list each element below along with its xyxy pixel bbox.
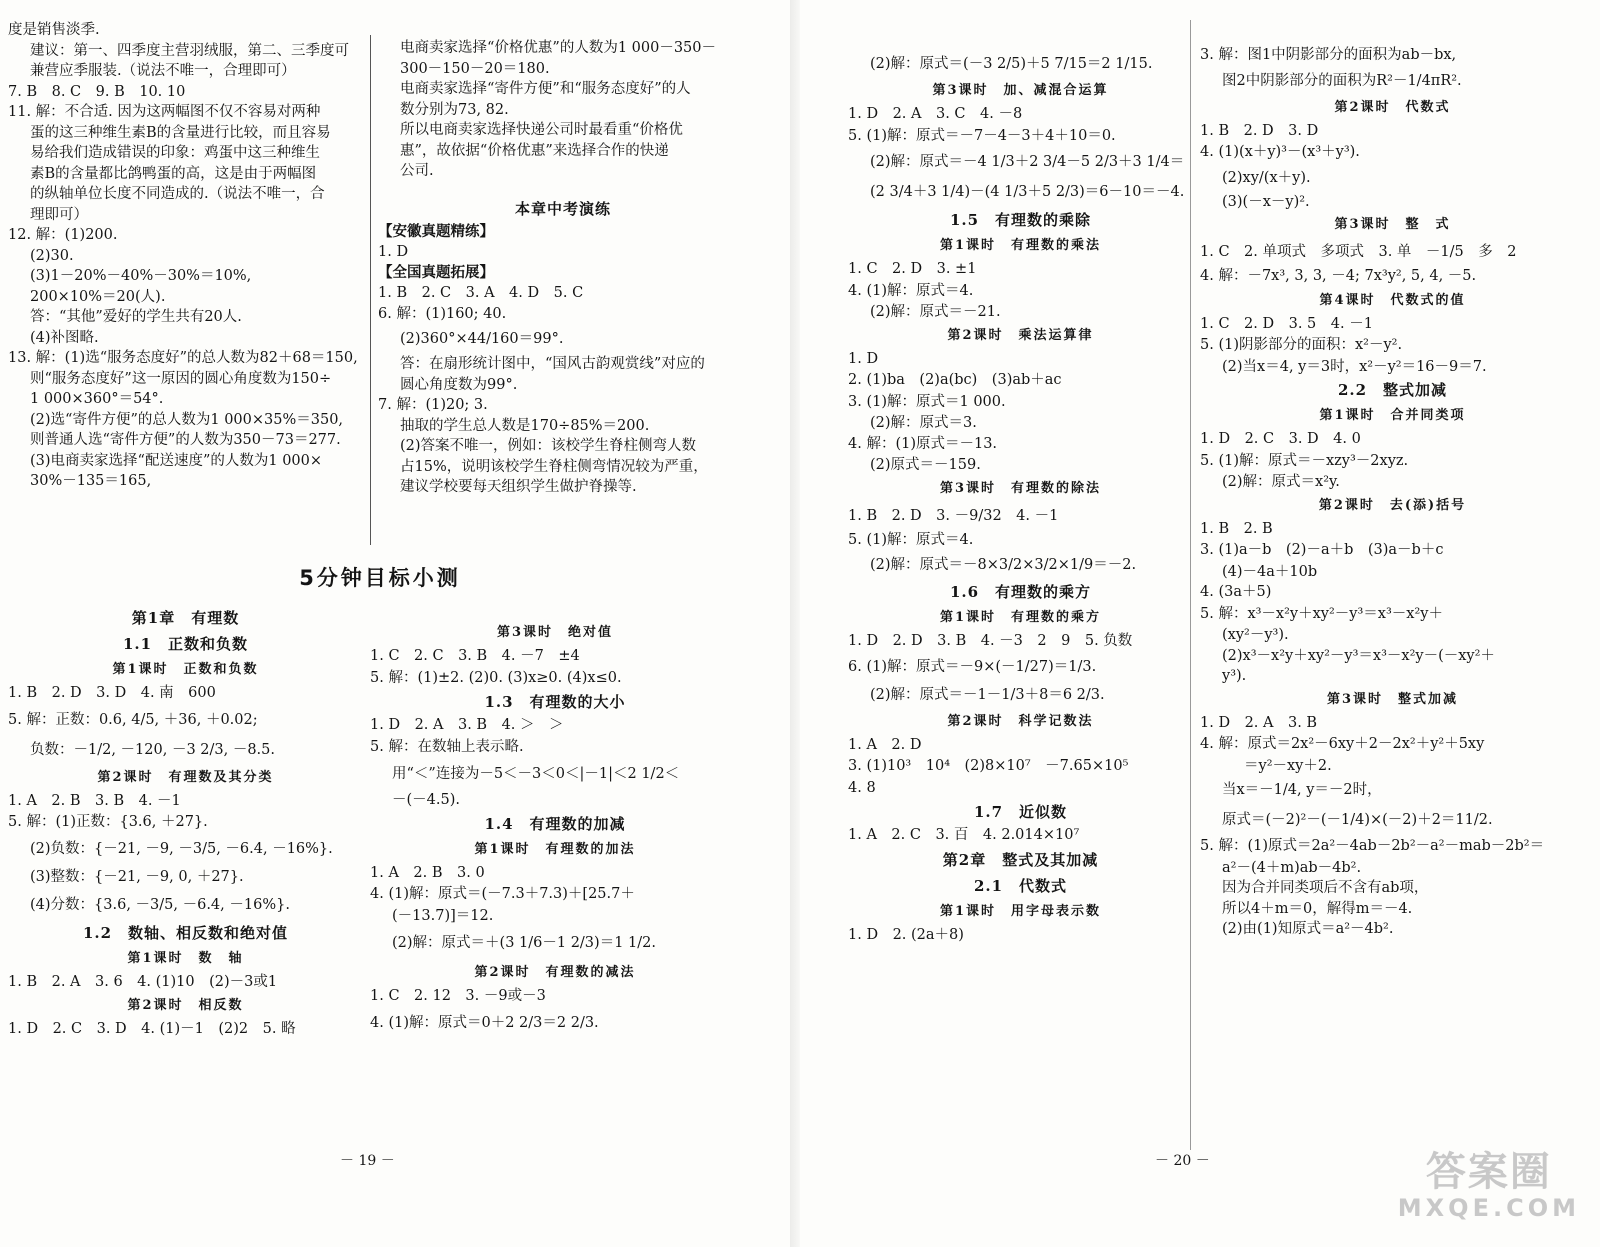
text-line: 7. B 8. C 9. B 10. 10: [8, 83, 186, 100]
text-line: 因为合并同类项后不含有ab项，: [1222, 880, 1429, 896]
right-col-2: [1200, 45, 1585, 940]
section-title: 5分钟目标小测: [299, 566, 461, 590]
section-heading: 1.3 有理数的大小: [484, 693, 626, 711]
text-line: (4)－4a＋10b: [1222, 563, 1318, 580]
watermark-logo: [1398, 1150, 1580, 1222]
text-line: (2 3/4＋3 1/4)－(4 1/3＋5 2/3)＝6－10＝－4.: [870, 184, 1185, 200]
lesson-heading: 第1课时 用字母表示数: [939, 903, 1102, 919]
text-line: 300－150－20＝180.: [400, 60, 550, 77]
left-col-2: [378, 38, 748, 498]
text-line: (3)(－x－y)².: [1222, 193, 1310, 210]
lesson-heading: 第1课时 有理数的加法: [474, 841, 636, 857]
text-line: (2)当x＝4, y＝3时，x²－y²＝16－9＝7.: [1222, 358, 1487, 375]
text-line: 1. D 2. C 3. D 4. (1)－1 (2)2 5. 略: [8, 1021, 296, 1037]
text-line: 易给我们造成错误的印象：鸡蛋中这三种维生: [30, 145, 320, 161]
section-heading: 1.5 有理数的乘除: [949, 211, 1092, 229]
text-line: 度是销售淡季.: [8, 22, 100, 38]
text-line: (2)原式＝－159.: [870, 457, 981, 473]
text-line: 答：“其他”爱好的学生共有20人.: [30, 309, 242, 325]
text-line: (2)解：原式＝－21.: [870, 304, 1001, 320]
text-line: 负数：－1/2, －120, －3 2/3, －8.5.: [30, 741, 276, 758]
text-line: 4. 解：原式＝2x²－6xy＋2－2x²＋y²＋5xy: [1200, 736, 1485, 752]
text-line: －(－4.5).: [392, 792, 460, 808]
section-heading: 2.1 代数式: [973, 876, 1068, 895]
left-col-1: [8, 20, 366, 492]
right-page: [800, 0, 1600, 1247]
text-line: 4. 解：(1)原式＝－13.: [848, 435, 998, 452]
text-line: 1. A 2. B 3. 0: [370, 864, 485, 881]
lesson-heading: 第3课时 整式加减: [1326, 691, 1459, 707]
section-heading: 1.1 正数和负数: [122, 635, 249, 653]
text-line: 13. 解：(1)选“服务态度好”的总人数为82＋68＝150,: [8, 350, 358, 366]
text-line: (2)解：原式＝(－3 2/5)＋5 7/15＝2 1/15.: [870, 56, 1153, 72]
text-line: 1. D 2. (2a＋8): [848, 926, 964, 943]
text-line: (2)360°×44/160＝99°.: [400, 331, 564, 347]
text-line: 1. A 2. D: [848, 736, 922, 753]
section-heading: 2.2 整式加减: [1337, 381, 1448, 399]
chapter-heading: 第1章 有理数: [131, 609, 240, 627]
text-line: (2)解：原式＝3.: [870, 415, 977, 431]
text-line: (2)由(1)知原式＝a²－4b².: [1222, 921, 1394, 937]
text-line: (2)30.: [30, 247, 74, 264]
lesson-heading: 第2课时 科学记数法: [947, 713, 1094, 729]
text-line: 1. D 2. A 3. B: [1200, 714, 1318, 731]
text-line: 公司.: [400, 163, 434, 179]
text-line: (－13.7)]＝12.: [392, 907, 494, 924]
text-line: 1. C 2. C 3. B 4. －7 ±4: [370, 648, 580, 664]
text-line: 5. (1)阴影部分的面积：x²－y².: [1200, 337, 1403, 353]
text-line: (2)解：原式＝－4 1/3＋2 3/4－5 2/3＋3 1/4＝: [870, 154, 1185, 170]
text-line: 电商卖家选择“价格优惠”的人数为1 000－350－: [400, 40, 717, 56]
text-line: 1. C 2. D 3. 5 4. －1: [1200, 315, 1373, 332]
text-line: 占15%，说明该校学生脊柱侧弯情况较为严重，: [400, 458, 708, 475]
lesson-heading: 第3课时 加、减混合运算: [932, 83, 1109, 98]
text-line: 1. D 2. A 3. B 4. ＞ ＞: [370, 717, 564, 733]
lesson-heading: 第1课时 正数和负数: [112, 662, 259, 677]
text-line: 惠”，故依据“价格优惠”来选择合作的快递: [400, 142, 669, 159]
text-line: 5. 解：(1)原式＝2a²－4ab－2b²－a²－mab－2b²＝: [1200, 838, 1545, 854]
text-line: 5. (1)解：原式＝－7－4－3＋4＋10＝0.: [848, 127, 1116, 144]
text-line: (2)答案不唯一，例如：该校学生脊柱侧弯人数: [400, 438, 697, 454]
text-line: 【全国真题拓展】: [378, 263, 494, 281]
text-line: 1. B 2. D 3. D 4. 南 600: [8, 685, 216, 701]
text-line: 的纵轴单位长度不同造成的.（说法不唯一，合: [30, 186, 325, 202]
text-line: (2)解：原式＝－8×3/2×3/2×1/9＝－2.: [870, 557, 1137, 573]
text-line: 抽取的学生总人数是170÷85%＝200.: [400, 417, 650, 434]
lesson-heading: 第2课时 去(添)括号: [1318, 497, 1467, 513]
text-line: 1. B 2. B: [1200, 520, 1273, 537]
text-line: 理即可）: [30, 206, 88, 223]
text-line: (2)x³－x²y＋xy²－y³＝x³－x²y－(－xy²＋: [1222, 647, 1495, 664]
text-line: 则普通人选“寄件方便”的人数为350－73＝277.: [30, 432, 341, 448]
lesson-heading: 第2课时 有理数的减法: [474, 965, 636, 980]
lesson-heading: 第3课时 有理数的除法: [939, 480, 1102, 496]
text-line: 圆心角度数为99°.: [400, 376, 518, 393]
lesson-heading: 第1课时 合并同类项: [1319, 408, 1466, 423]
text-line: 电商卖家选择“寄件方便”和“服务态度好”的人: [400, 81, 691, 97]
text-line: 1. B 2. D 3. D: [1200, 122, 1319, 139]
page-number: － 19 －: [340, 1153, 395, 1169]
text-line: 1. B 2. C 3. A 4. D 5. C: [378, 285, 584, 301]
text-line: a²－(4＋m)ab－4b².: [1222, 859, 1362, 876]
right-col-1: [848, 50, 1193, 946]
text-line: 1. B 2. A 3. 6 4. (1)10 (2)－3或1: [8, 973, 278, 990]
page-number: － 20 －: [1155, 1153, 1210, 1169]
text-line: 答：在扇形统计图中，“国风古韵观赏线”对应的: [400, 356, 705, 372]
text-line: 5. 解：(1)正数：{3.6, ＋27}.: [8, 814, 208, 830]
text-line: 3. (1)a－b (2)－a＋b (3)a－b＋c: [1200, 542, 1444, 558]
text-line: 兼营应季服装.（说法不唯一，合理即可）: [30, 63, 296, 79]
text-line: 4. (3a＋5): [1200, 584, 1272, 600]
text-line: 4. (1)解：原式＝0＋2 2/3＝2 2/3.: [370, 1014, 599, 1031]
text-line: 当x＝－1/4, y＝－2时，: [1222, 782, 1382, 798]
text-line: 3. (1)解：原式＝1 000.: [848, 393, 1006, 410]
text-line: 4. (1)(x＋y)³－(x³＋y³).: [1200, 144, 1360, 160]
text-line: 1. C 2. 12 3. －9或－3: [370, 988, 546, 1004]
watermark-text: 答案圈: [1425, 1149, 1552, 1195]
text-line: 1. D 2. C 3. D 4. 0: [1200, 431, 1361, 447]
lesson-heading: 第1课时 有理数的乘方: [939, 610, 1102, 625]
text-line: 蛋的这三种维生素B的含量进行比较，而且容易: [30, 124, 331, 141]
text-line: (2)负数：{－21, －9, －3/5, －6.4, －16%}.: [30, 840, 333, 857]
left-col-3: [8, 605, 363, 1041]
text-line: 1. B 2. D 3. －9/32 4. －1: [848, 507, 1059, 524]
text-line: 5. 解：在数轴上表示略.: [370, 738, 524, 755]
text-line: 则“服务态度好”这一原因的圆心角度数为150÷: [30, 370, 332, 387]
text-line: 原式＝(－2)²－(－1/4)×(－2)＋2＝11/2.: [1222, 812, 1493, 828]
text-line: 建议学校要每天组织学生做护脊操等.: [400, 479, 637, 495]
text-line: 1 000×360°＝54°.: [30, 391, 164, 407]
text-line: 4. 8: [848, 779, 876, 796]
text-line: 4. (1)解：原式＝4.: [848, 282, 974, 299]
lesson-heading: 第2课时 乘法运算律: [947, 327, 1094, 343]
text-line: 4. 解：－7x³, 3, 3, －4; 7x³y², 5, 4, －5.: [1200, 268, 1477, 284]
lesson-heading: 第2课时 有理数及其分类: [97, 769, 274, 785]
text-line: 1. D 2. A 3. C 4. －8: [848, 106, 1023, 122]
column-divider: [1190, 20, 1191, 1150]
text-line: 3. (1)10³ 10⁴ (2)8×10⁷ －7.65×10⁵: [848, 758, 1129, 774]
text-line: 6. (1)解：原式＝－9×(－1/27)＝1/3.: [848, 658, 1097, 675]
text-line: 11. 解：不合适. 因为这两幅图不仅不容易对两种: [8, 104, 321, 120]
text-line: 1. D 2. D 3. B 4. －3 2 9 5. 负数: [848, 633, 1133, 649]
text-line: 1. A 2. C 3. 百 4. 2.014×10⁷: [848, 827, 1080, 843]
text-line: 1. C 2. D 3. ±1: [848, 261, 977, 277]
text-line: 用“＜”连接为－5＜－3＜0＜|－1|＜2 1/2＜: [392, 766, 680, 782]
lesson-heading: 第3课时 整 式: [1334, 217, 1451, 232]
section-heading: 本章中考演练: [514, 199, 611, 218]
text-line: (2)xy/(x＋y).: [1222, 169, 1311, 186]
text-line: (xy²－y³).: [1222, 627, 1289, 643]
lesson-heading: 第3课时 绝对值: [496, 625, 614, 640]
text-line: (4)补图略.: [30, 329, 99, 346]
text-line: 5. 解：正数：0.6, 4/5, ＋36, ＋0.02;: [8, 711, 258, 728]
text-line: 30%－135＝165,: [30, 473, 152, 489]
left-col-4: [370, 620, 740, 1038]
text-line: 200×10%＝20(人).: [30, 288, 166, 305]
text-line: y³).: [1222, 668, 1247, 684]
text-line: 1. D: [378, 244, 409, 260]
text-line: 建议：第一、四季度主营羽绒服，第二、三季度可: [30, 42, 349, 59]
section-heading: 1.2 数轴、相反数和绝对值: [82, 923, 289, 942]
text-line: 12. 解：(1)200.: [8, 227, 118, 243]
text-line: 1. C 2. 单项式 多项式 3. 单 －1/5 多 2: [1200, 244, 1517, 260]
text-line: 5. (1)解：原式＝4.: [848, 531, 974, 548]
text-line: ＝y²－xy＋2.: [1244, 757, 1332, 774]
text-line: 6. 解：(1)160; 40.: [378, 305, 507, 322]
text-line: (3)整数：{－21, －9, 0, ＋27}.: [30, 868, 244, 885]
lesson-heading: 第4课时 代数式的值: [1319, 292, 1466, 308]
text-line: (3)电商卖家选择“配送速度”的人数为1 000×: [30, 452, 323, 469]
text-line: (2)解：原式＝＋(3 1/6－1 2/3)＝1 1/2.: [392, 935, 656, 951]
text-line: (2)解：原式＝x²y.: [1222, 474, 1340, 490]
column-divider: [370, 35, 371, 545]
text-line: 1. A 2. B 3. B 4. －1: [8, 792, 181, 809]
text-line: (3)1－20%－40%－30%＝10%,: [30, 268, 252, 284]
text-line: 2. (1)ba (2)a(bc) (3)ab＋ac: [848, 372, 1062, 388]
lesson-heading: 第2课时 代数式: [1334, 99, 1451, 115]
text-line: 素B的含量都比鸽鸭蛋的高，这是由于两幅图: [30, 165, 317, 182]
text-line: (2)解：原式＝－1－1/3＋8＝6 2/3.: [870, 686, 1105, 703]
section-heading: 1.6 有理数的乘方: [949, 583, 1092, 601]
text-line: 5. 解：(1)±2. (2)0. (3)x≥0. (4)x≤0.: [370, 669, 622, 686]
chapter-heading: 第2章 整式及其加减: [942, 850, 1099, 869]
lesson-heading: 第1课时 数 轴: [127, 950, 244, 966]
text-line: 【安徽真题精练】: [378, 222, 494, 240]
text-line: 5. (1)解：原式＝－xzy³－2xyz.: [1200, 452, 1409, 469]
text-line: 1. D: [848, 350, 879, 367]
text-line: 7. 解：(1)20; 3.: [378, 397, 488, 413]
text-line: 所以4＋m＝0，解得m＝－4.: [1222, 900, 1413, 917]
text-line: (2)选“寄件方便”的总人数为1 000×35%＝350,: [30, 411, 344, 428]
text-line: (4)分数：{3.6, －3/5, －6.4, －16%}.: [30, 896, 290, 913]
text-line: 3. 解：图1中阴影部分的面积为ab－bx,: [1200, 47, 1457, 63]
book-gutter: [790, 0, 800, 1247]
text-line: 图2中阴影部分的面积为R²－1/4πR².: [1222, 72, 1462, 89]
watermark-url: MXQE.COM: [1397, 1194, 1580, 1222]
section-heading: 1.4 有理数的加减: [484, 814, 626, 833]
text-line: 4. (1)解：原式＝(－7.3＋7.3)＋[25.7＋: [370, 886, 635, 902]
text-line: 5. 解：x³－x²y＋xy²－y³＝x³－x²y＋: [1200, 605, 1443, 622]
left-page: [0, 0, 790, 1247]
lesson-heading: 第1课时 有理数的乘法: [939, 238, 1102, 253]
text-line: 所以电商卖家选择快递公司时最看重“价格优: [400, 122, 683, 138]
text-line: 数分别为73, 82.: [400, 101, 509, 118]
lesson-heading: 第2课时 相反数: [127, 998, 244, 1013]
section-heading: 1.7 近似数: [973, 803, 1068, 821]
